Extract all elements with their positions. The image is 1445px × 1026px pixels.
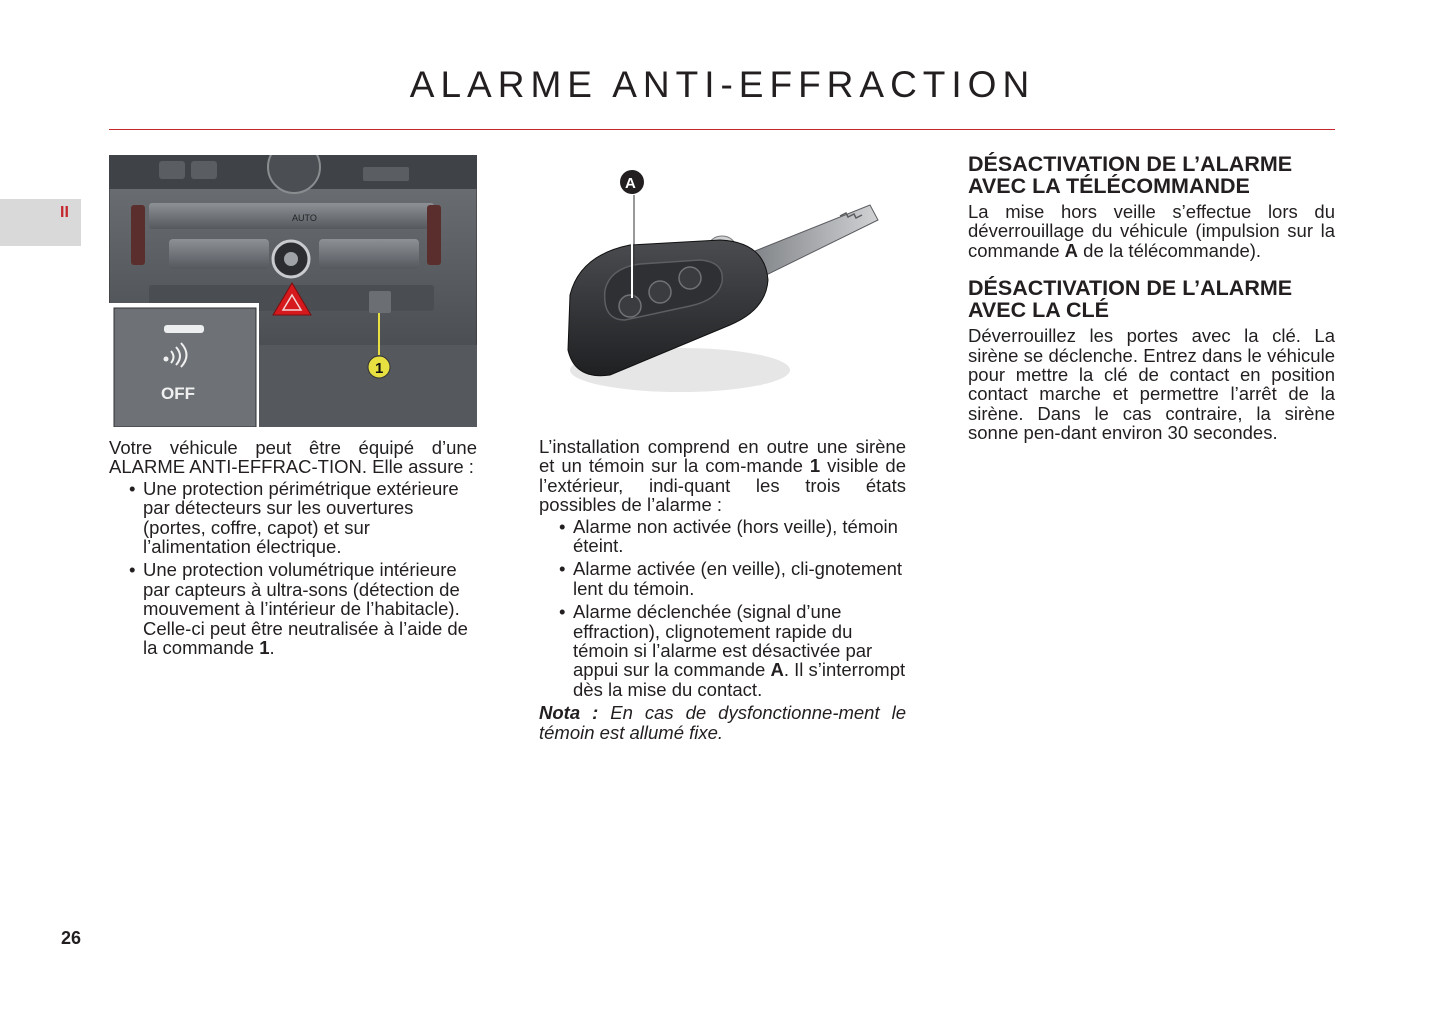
title-divider — [109, 129, 1335, 130]
intro-paragraph: Votre véhicule peut être équipé d’une ALARME ANTI-EFFRAC-TION. Elle assure : — [109, 437, 477, 478]
dashboard-panel-image — [109, 155, 477, 427]
section-text-key: Déverrouillez les portes avec la clé. La sirène se déclenche. Entrez dans le véhicule pour mettre la clé de contact en position contact marche et permettre l’arrêt de la sirène. Dans le cas contraire, la sirène sonne pen-dant environ 30 secondes. — [968, 325, 1335, 444]
section-heading-remote: DÉSACTIVATION DE L’ALARME AVEC LA TÉLÉCOMMANDE — [968, 152, 1293, 198]
list-item: • Une protection volumétrique intérieure par capteurs à ultra-sons (détection de mouvement à l’intérieur de l’habitacle). Celle-ci peut être neutralisée à l’aide de la commande 1. — [109, 560, 477, 657]
off-label: OFF — [161, 384, 195, 403]
column-middle — [539, 437, 906, 742]
protection-list — [109, 479, 477, 658]
list-item: • Alarme déclenchée (signal d’une effraction), clignotement rapide du témoin si l’alarme est désactivée par appui sur la commande A. Il s’interrompt dès la mise du contact. — [539, 602, 906, 699]
list-item: • Une protection périmétrique extérieure par détecteurs sur les ouvertures (portes, coffre, capot) et sur l’alimentation électrique. — [109, 479, 477, 557]
command-ref: A — [1064, 239, 1079, 261]
nota-paragraph: Nota : En cas de dysfonctionne-ment le témoin est allumé fixe. — [539, 702, 906, 743]
column-left — [109, 438, 477, 661]
command-ref: 1 — [809, 455, 821, 477]
command-ref: 1 — [259, 637, 270, 659]
list-item: • Alarme activée (en veille), cli-gnotement lent du témoin. — [539, 559, 906, 598]
nota-label: Nota : — [539, 702, 599, 724]
alarm-states-list — [539, 517, 906, 700]
list-item: • Alarme non activée (hors veille), témoin éteint. — [539, 517, 906, 556]
page-title: ALARME ANTI-EFFRACTION — [409, 64, 1036, 105]
callout-1: 1 — [375, 360, 384, 377]
callout-A: A — [625, 175, 636, 192]
column-right — [968, 153, 1335, 443]
remote-key-image — [540, 160, 910, 420]
command-ref: A — [770, 659, 784, 681]
installation-paragraph: L’installation comprend en outre une sirène et un témoin sur la com-mande 1 visible de l’extérieur, indi-quant les trois états possibles de l’alarme : — [539, 436, 906, 516]
chapter-tab-label: II — [60, 204, 69, 221]
auto-label: AUTO — [292, 213, 317, 223]
page-number: 26 — [61, 928, 82, 948]
section-text-remote: La mise hors veille s’effectue lors du déverrouillage du véhicule (impulsion sur la commande A de la télécommande). — [968, 201, 1335, 261]
section-heading-key: DÉSACTIVATION DE L’ALARME AVEC LA CLÉ — [968, 276, 1293, 323]
chapter-tab — [0, 199, 81, 246]
